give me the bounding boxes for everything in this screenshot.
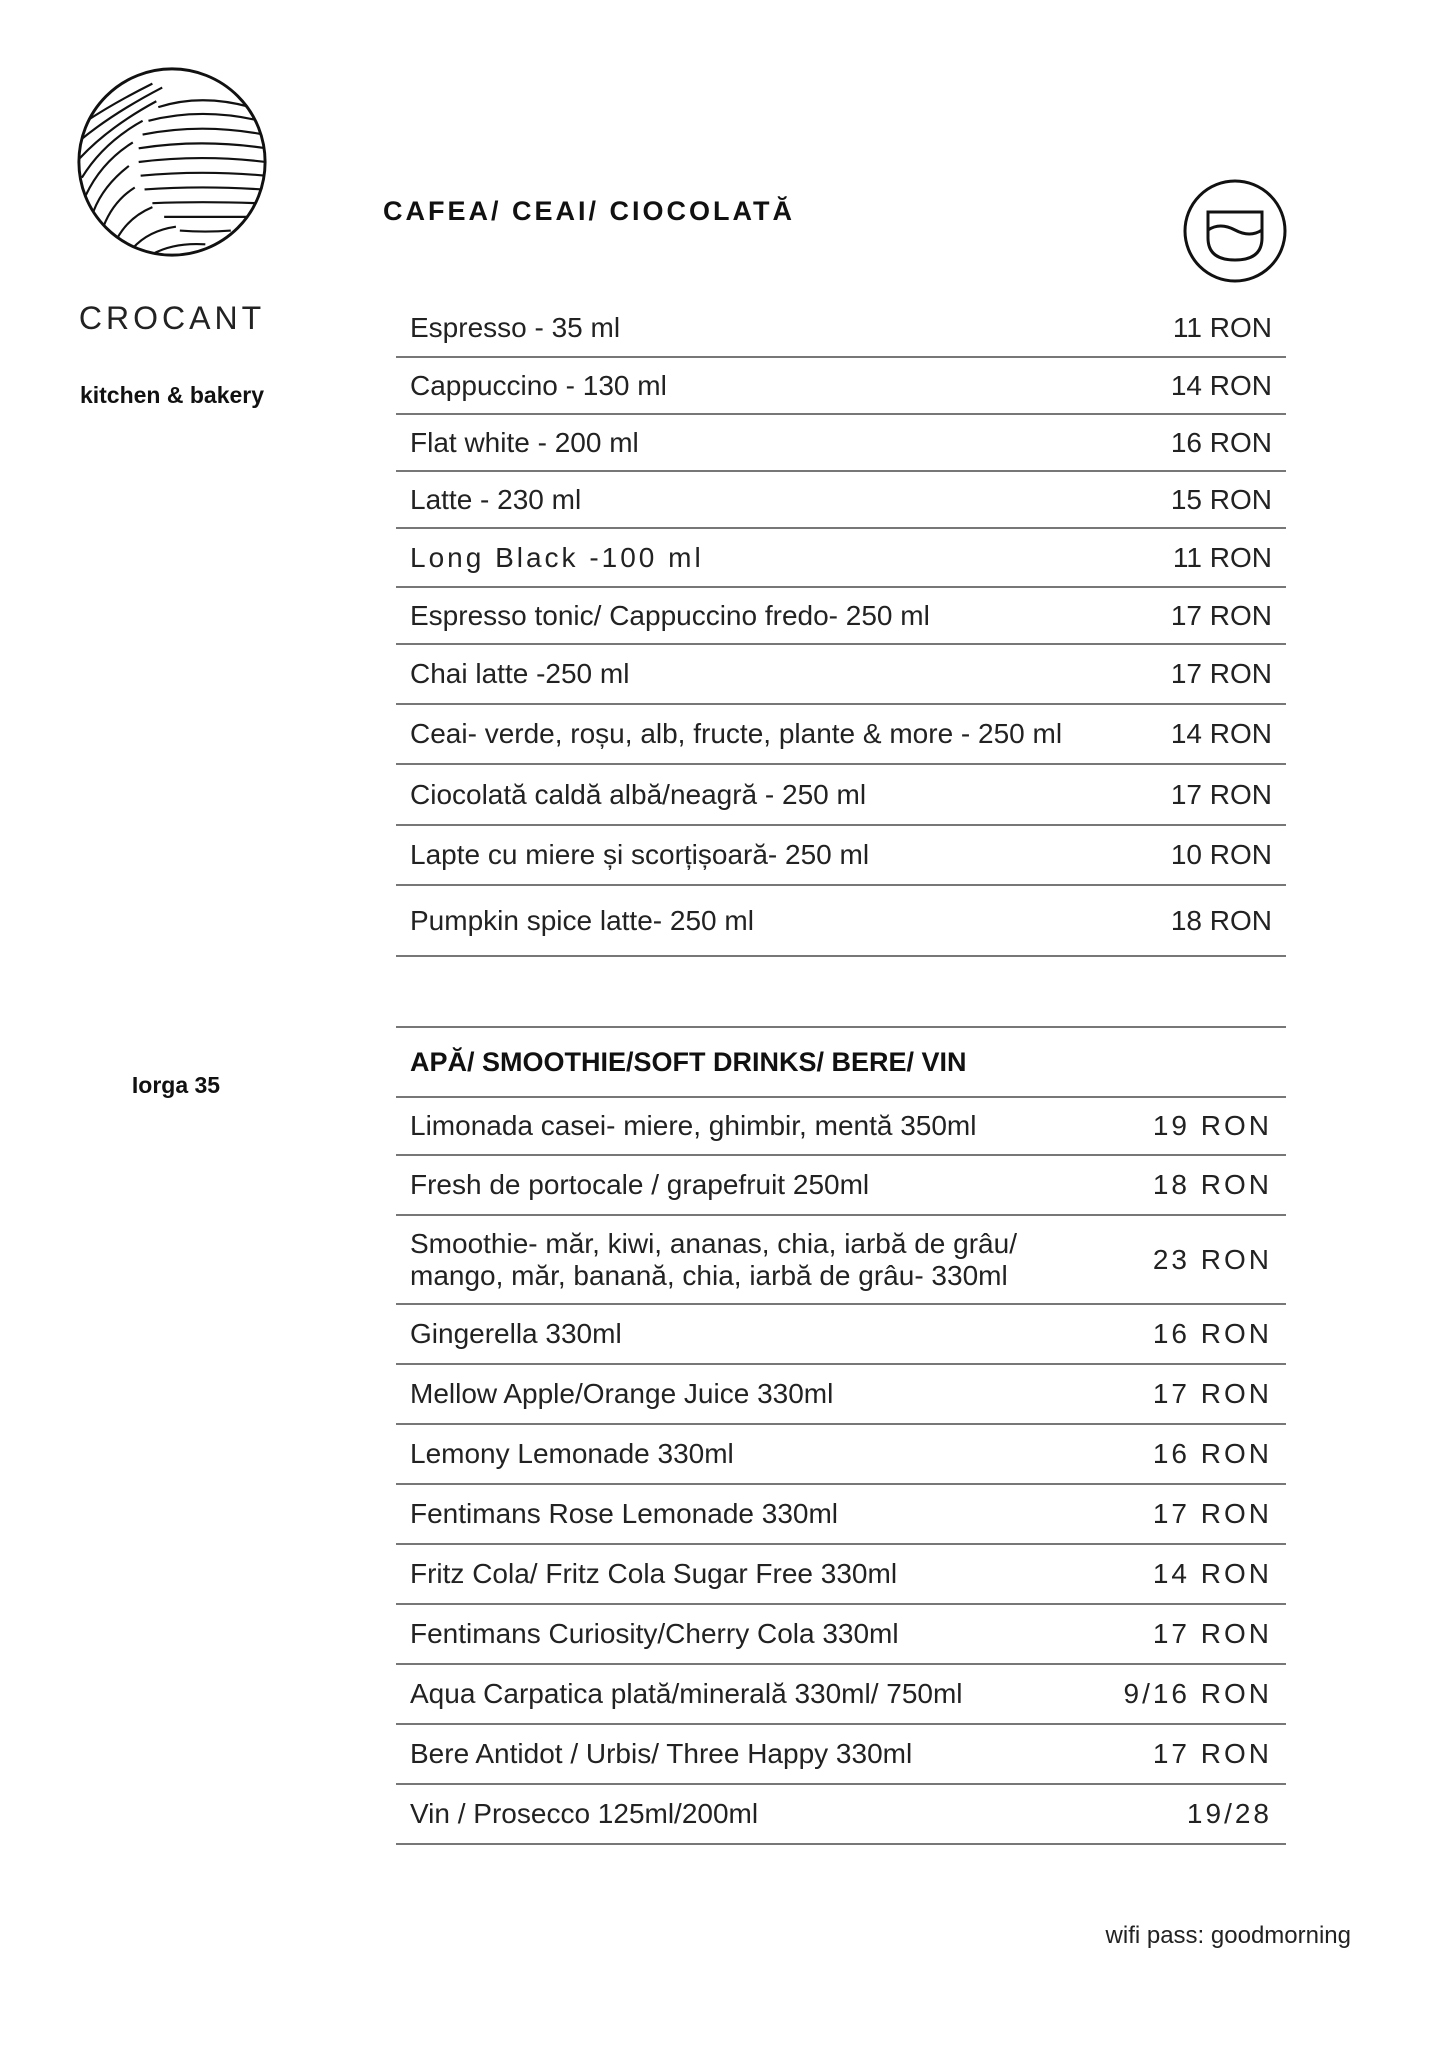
item-price: 16 RON [1170, 426, 1272, 458]
item-price: 17 RON [1152, 1498, 1272, 1529]
menu-item [396, 1725, 1286, 1785]
drinks-menu [396, 1026, 1286, 1845]
item-price: 17 RON [1170, 658, 1272, 689]
menu-item [396, 645, 1286, 705]
item-name: Lemony Lemonade 330ml [410, 1438, 734, 1469]
item-name [410, 1228, 1017, 1292]
item-price: 15 RON [1170, 483, 1272, 515]
menu-item [396, 765, 1286, 826]
item-name: Fentimans Rose Lemonade 330ml [410, 1498, 839, 1529]
item-price: 23 RON [1152, 1243, 1272, 1275]
item-price: 9/16 RON [1123, 1678, 1272, 1709]
crocant-logo-icon [74, 64, 270, 260]
menu-item [396, 1485, 1286, 1545]
item-name: Espresso - 35 ml [410, 312, 621, 343]
item-name: Fresh de portocale / grapefruit 250ml [410, 1169, 870, 1200]
item-name: Mellow Apple/Orange Juice 330ml [410, 1378, 834, 1409]
menu-item [396, 1305, 1286, 1365]
brand-tagline: kitchen & bakery [79, 382, 265, 408]
menu-item [396, 300, 1286, 358]
item-name-line: mango, măr, banană, chia, iarbă de grâu- 330ml [410, 1259, 1008, 1291]
address: Iorga 35 [131, 1072, 221, 1098]
menu-item [396, 529, 1286, 588]
item-price: 14 RON [1170, 369, 1272, 401]
menu-item [396, 1785, 1286, 1845]
menu-item [396, 826, 1286, 886]
item-name: Gingerella 330ml [410, 1318, 622, 1349]
item-name: Vin / Prosecco 125ml/200ml [410, 1798, 759, 1829]
item-price: 10 RON [1170, 839, 1272, 870]
item-price: 14 RON [1170, 718, 1272, 749]
item-price: 17 RON [1152, 1618, 1272, 1649]
item-name: Cappuccino - 130 ml [410, 369, 667, 401]
item-price: 19/28 [1186, 1798, 1272, 1829]
item-price: 17 RON [1170, 599, 1272, 631]
item-name-line: Smoothie- măr, kiwi, ananas, chia, iarbă de grâu/ [410, 1227, 1017, 1259]
item-price: 16 RON [1152, 1318, 1272, 1349]
brand-name: CROCANT [78, 300, 266, 336]
menu-item [396, 1156, 1286, 1216]
item-price: 18 RON [1152, 1169, 1272, 1200]
menu-item [396, 705, 1286, 765]
item-name: Bere Antidot / Urbis/ Three Happy 330ml [410, 1738, 913, 1769]
item-name: Ciocolată caldă albă/neagră - 250 ml [410, 778, 867, 810]
menu-item [396, 1216, 1286, 1305]
section-title-drinks: APĂ/ SMOOTHIE/SOFT DRINKS/ BERE/ VIN [396, 1028, 1286, 1098]
item-name: Chai latte -250 ml [410, 658, 630, 689]
wifi-password: wifi pass: goodmorning [1105, 1922, 1351, 1949]
menu-item [396, 472, 1286, 529]
item-price: 17 RON [1170, 778, 1272, 810]
item-name: Aqua Carpatica plată/minerală 330ml/ 750ml [410, 1678, 963, 1709]
item-name: Latte - 230 ml [410, 483, 582, 515]
item-name: Long Black -100 ml [410, 541, 704, 573]
item-price: 14 RON [1152, 1558, 1272, 1589]
item-name: Ceai- verde, roșu, alb, fructe, plante & more - 250 ml [410, 718, 1063, 749]
menu-item [396, 1098, 1286, 1156]
item-name: Espresso tonic/ Cappuccino fredo- 250 ml [410, 599, 930, 631]
item-price: 19 RON [1152, 1110, 1272, 1141]
menu-item [396, 886, 1286, 957]
menu-item [396, 415, 1286, 472]
item-name: Flat white - 200 ml [410, 426, 639, 458]
item-name: Fritz Cola/ Fritz Cola Sugar Free 330ml [410, 1558, 898, 1589]
menu-item [396, 588, 1286, 645]
section-title-coffee: CAFEA/ CEAI/ CIOCOLATĂ [383, 196, 795, 226]
item-price: 17 RON [1152, 1738, 1272, 1769]
coffee-menu [396, 300, 1286, 957]
menu-item [396, 1365, 1286, 1425]
menu-item [396, 1425, 1286, 1485]
menu-item [396, 358, 1286, 415]
item-price: 17 RON [1152, 1378, 1272, 1409]
menu-item [396, 1605, 1286, 1665]
item-price: 18 RON [1170, 904, 1272, 936]
item-name: Lapte cu miere și scorțișoară- 250 ml [410, 839, 870, 870]
item-name: Pumpkin spice latte- 250 ml [410, 904, 754, 936]
item-price: 16 RON [1152, 1438, 1272, 1469]
item-name: Limonada casei- miere, ghimbir, mentă 350ml [410, 1110, 977, 1141]
item-name: Fentimans Curiosity/Cherry Cola 330ml [410, 1618, 899, 1649]
item-price: 11 RON [1172, 312, 1272, 343]
cup-icon [1182, 178, 1288, 284]
menu-item [396, 1545, 1286, 1605]
menu-item [396, 1665, 1286, 1725]
item-price: 11 RON [1172, 541, 1272, 573]
